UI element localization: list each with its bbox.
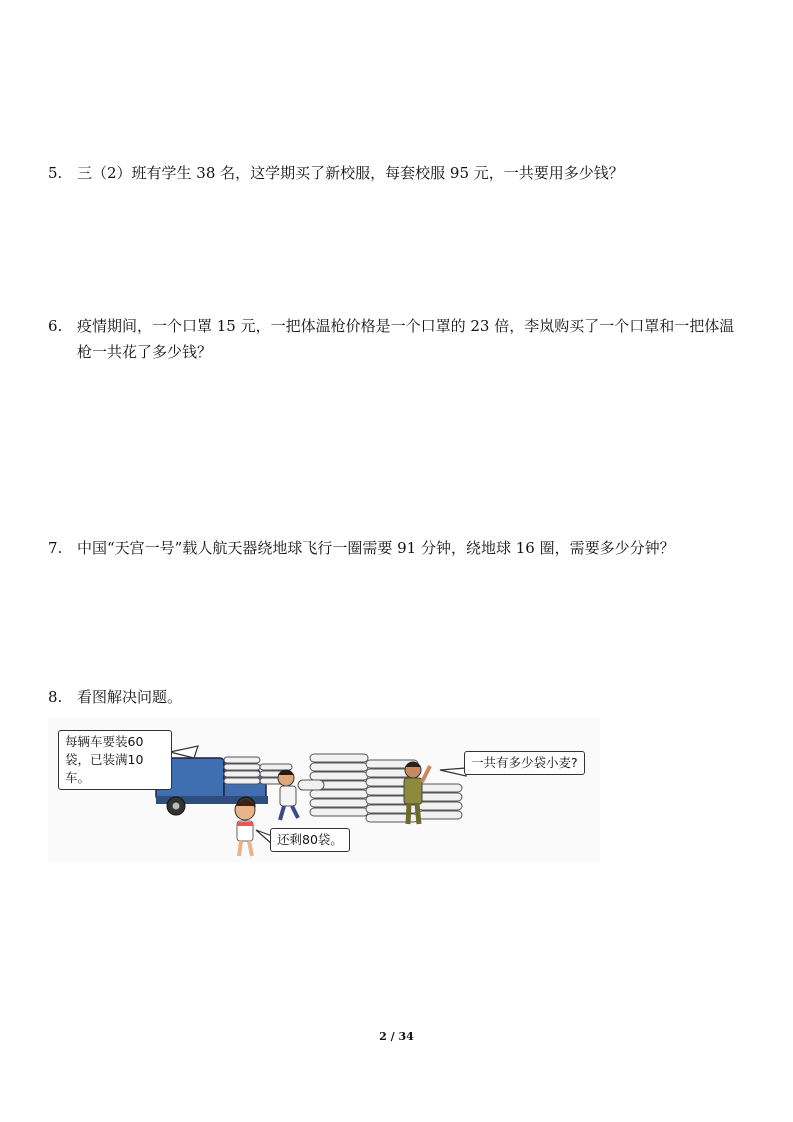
question-7-number: 7. [48,539,63,557]
boy-figure-icon [235,800,255,856]
question-8-number: 8. [48,688,63,706]
question-5-number: 5. [48,164,63,182]
question-6-text: 疫情期间，一个口罩 15 元，一把体温枪价格是一个口罩的 23 倍，李岚购买了一个口罩和一把体温枪一共花了多少钱？ [77,317,735,361]
bubble-tail-question [440,768,466,776]
wheat-bags-illustration [48,718,600,862]
speech-bubble-remaining: 还剩80袋。 [270,828,350,852]
speech-bubble-question: 一共有多少袋小麦? [464,751,585,775]
question-7-text: 中国“天宫一号”载人航天器绕地球飞行一圈需要 91 分钟，绕地球 16 圈，需要多少分钟？ [77,539,675,557]
question-5-text: 三（2）班有学生 38 名，这学期买了新校服，每套校服 95 元，一共要用多少钱？ [77,164,624,182]
wheat-bag-stacks-icon [310,754,462,822]
bubble-tail-truck [170,746,198,758]
question-6-number: 6. [48,317,63,335]
page-number: 2 / 34 [379,1030,414,1043]
question-8-text: 看图解决问题。 [77,688,183,706]
speech-bubble-truck: 每辆车要装60袋，已装满10车。 [58,730,172,790]
